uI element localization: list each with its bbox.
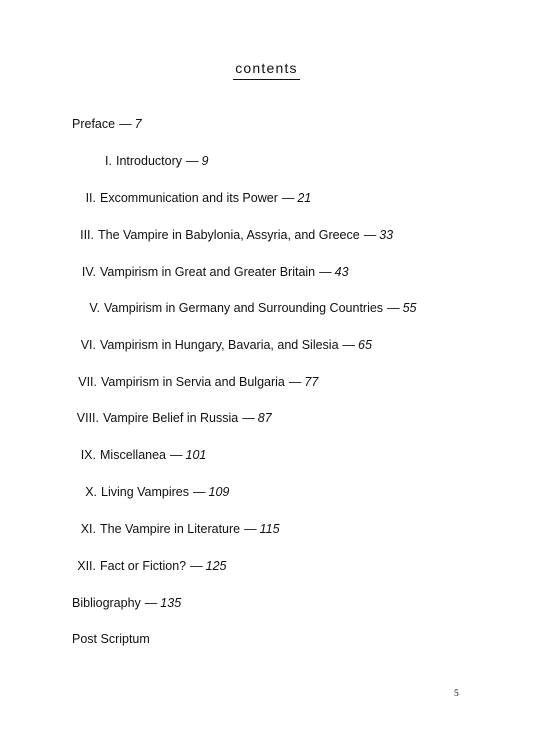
toc-entry-chapter-12	[76, 558, 227, 574]
chapter-numeral: VI.	[80, 338, 96, 352]
toc-entry-title: The Vampire in Literature	[100, 522, 241, 536]
contents-heading-text: contents	[233, 60, 300, 80]
toc-dash: —	[170, 448, 183, 462]
toc-entry-chapter-1	[76, 153, 208, 169]
chapter-numeral: V.	[89, 301, 100, 315]
toc-entry-title: Preface	[72, 117, 116, 131]
chapter-numeral: XI.	[80, 522, 96, 536]
toc-page-number: 65	[358, 338, 372, 352]
toc-page-number: 9	[201, 154, 209, 168]
toc-dash: —	[363, 228, 377, 242]
toc-dash: —	[144, 596, 158, 610]
chapter-numeral: VIII.	[76, 411, 99, 425]
toc-entry-title: Vampirism in Hungary, Bavaria, and Silesia	[100, 338, 339, 352]
toc-entry-title: Post Scriptum	[72, 632, 150, 646]
toc-entry-preface	[72, 116, 142, 132]
toc-entry-title: Vampirism in Germany and Surrounding Countries	[104, 301, 384, 315]
toc-entry-chapter-9	[76, 447, 206, 463]
chapter-numeral: IV.	[81, 265, 96, 279]
chapter-numeral: I.	[105, 154, 112, 168]
toc-dash: —	[119, 117, 132, 131]
toc-dash: —	[319, 265, 332, 279]
toc-entry-chapter-2	[76, 190, 311, 206]
chapter-numeral: II.	[85, 191, 96, 205]
toc-entry-chapter-8	[73, 410, 272, 426]
toc-page-number: 115	[259, 522, 280, 536]
toc-entry-title: Introductory	[116, 154, 183, 168]
chapter-numeral: III.	[80, 228, 94, 242]
toc-dash: —	[186, 154, 199, 168]
toc-entry-title: Miscellanea	[100, 448, 167, 462]
toc-page-number: 55	[402, 301, 417, 315]
toc-entry-bibliography	[72, 595, 181, 611]
toc-entry-title: Bibliography	[72, 596, 141, 610]
toc-entry-chapter-3	[76, 227, 393, 243]
toc-entry-chapter-11	[76, 521, 280, 537]
toc-page-number: 87	[257, 411, 272, 425]
toc-dash: —	[342, 338, 356, 352]
toc-dash: —	[288, 375, 302, 389]
toc-page-number: 7	[134, 117, 142, 131]
toc-page-number: 101	[185, 448, 207, 462]
toc-page-number: 77	[304, 375, 319, 389]
toc-page-number: 135	[160, 596, 182, 610]
toc-entry-title: Living Vampires	[101, 485, 190, 499]
page-number: 5	[454, 689, 459, 699]
toc-dash: —	[193, 485, 206, 499]
chapter-numeral: X.	[85, 485, 97, 499]
toc-dash: —	[387, 301, 400, 315]
toc-page-number: 21	[297, 191, 312, 205]
toc-page-number: 125	[205, 559, 227, 573]
toc-entry-title: Vampirism in Servia and Bulgaria	[101, 375, 285, 389]
toc-entry-title: Vampire Belief in Russia	[103, 411, 239, 425]
toc-entry-title: Fact or Fiction?	[100, 559, 187, 573]
toc-entry-title: Excommunication and its Power	[100, 191, 278, 205]
toc-dash: —	[242, 411, 255, 425]
toc-page-number: 43	[334, 265, 349, 279]
toc-entry-title: Vampirism in Great and Greater Britain	[100, 265, 316, 279]
toc-entry-chapter-7	[76, 374, 318, 390]
toc-dash: —	[190, 559, 203, 573]
contents-heading	[0, 60, 533, 80]
toc-dash: —	[244, 522, 257, 536]
toc-entry-chapter-10	[76, 484, 229, 500]
toc-entry-chapter-6	[76, 337, 372, 353]
toc-dash: —	[281, 191, 295, 205]
chapter-numeral: IX.	[80, 448, 96, 462]
chapter-numeral: VII.	[78, 375, 97, 389]
toc-entry-title: The Vampire in Babylonia, Assyria, and Greece	[98, 228, 360, 242]
toc-entry-chapter-5	[76, 300, 416, 316]
toc-entry-post-scriptum	[72, 631, 150, 647]
chapter-numeral: XII.	[77, 559, 96, 573]
toc-page-number: 33	[379, 228, 394, 242]
toc-page-number: 109	[208, 485, 230, 499]
toc-entry-chapter-4	[76, 264, 349, 280]
